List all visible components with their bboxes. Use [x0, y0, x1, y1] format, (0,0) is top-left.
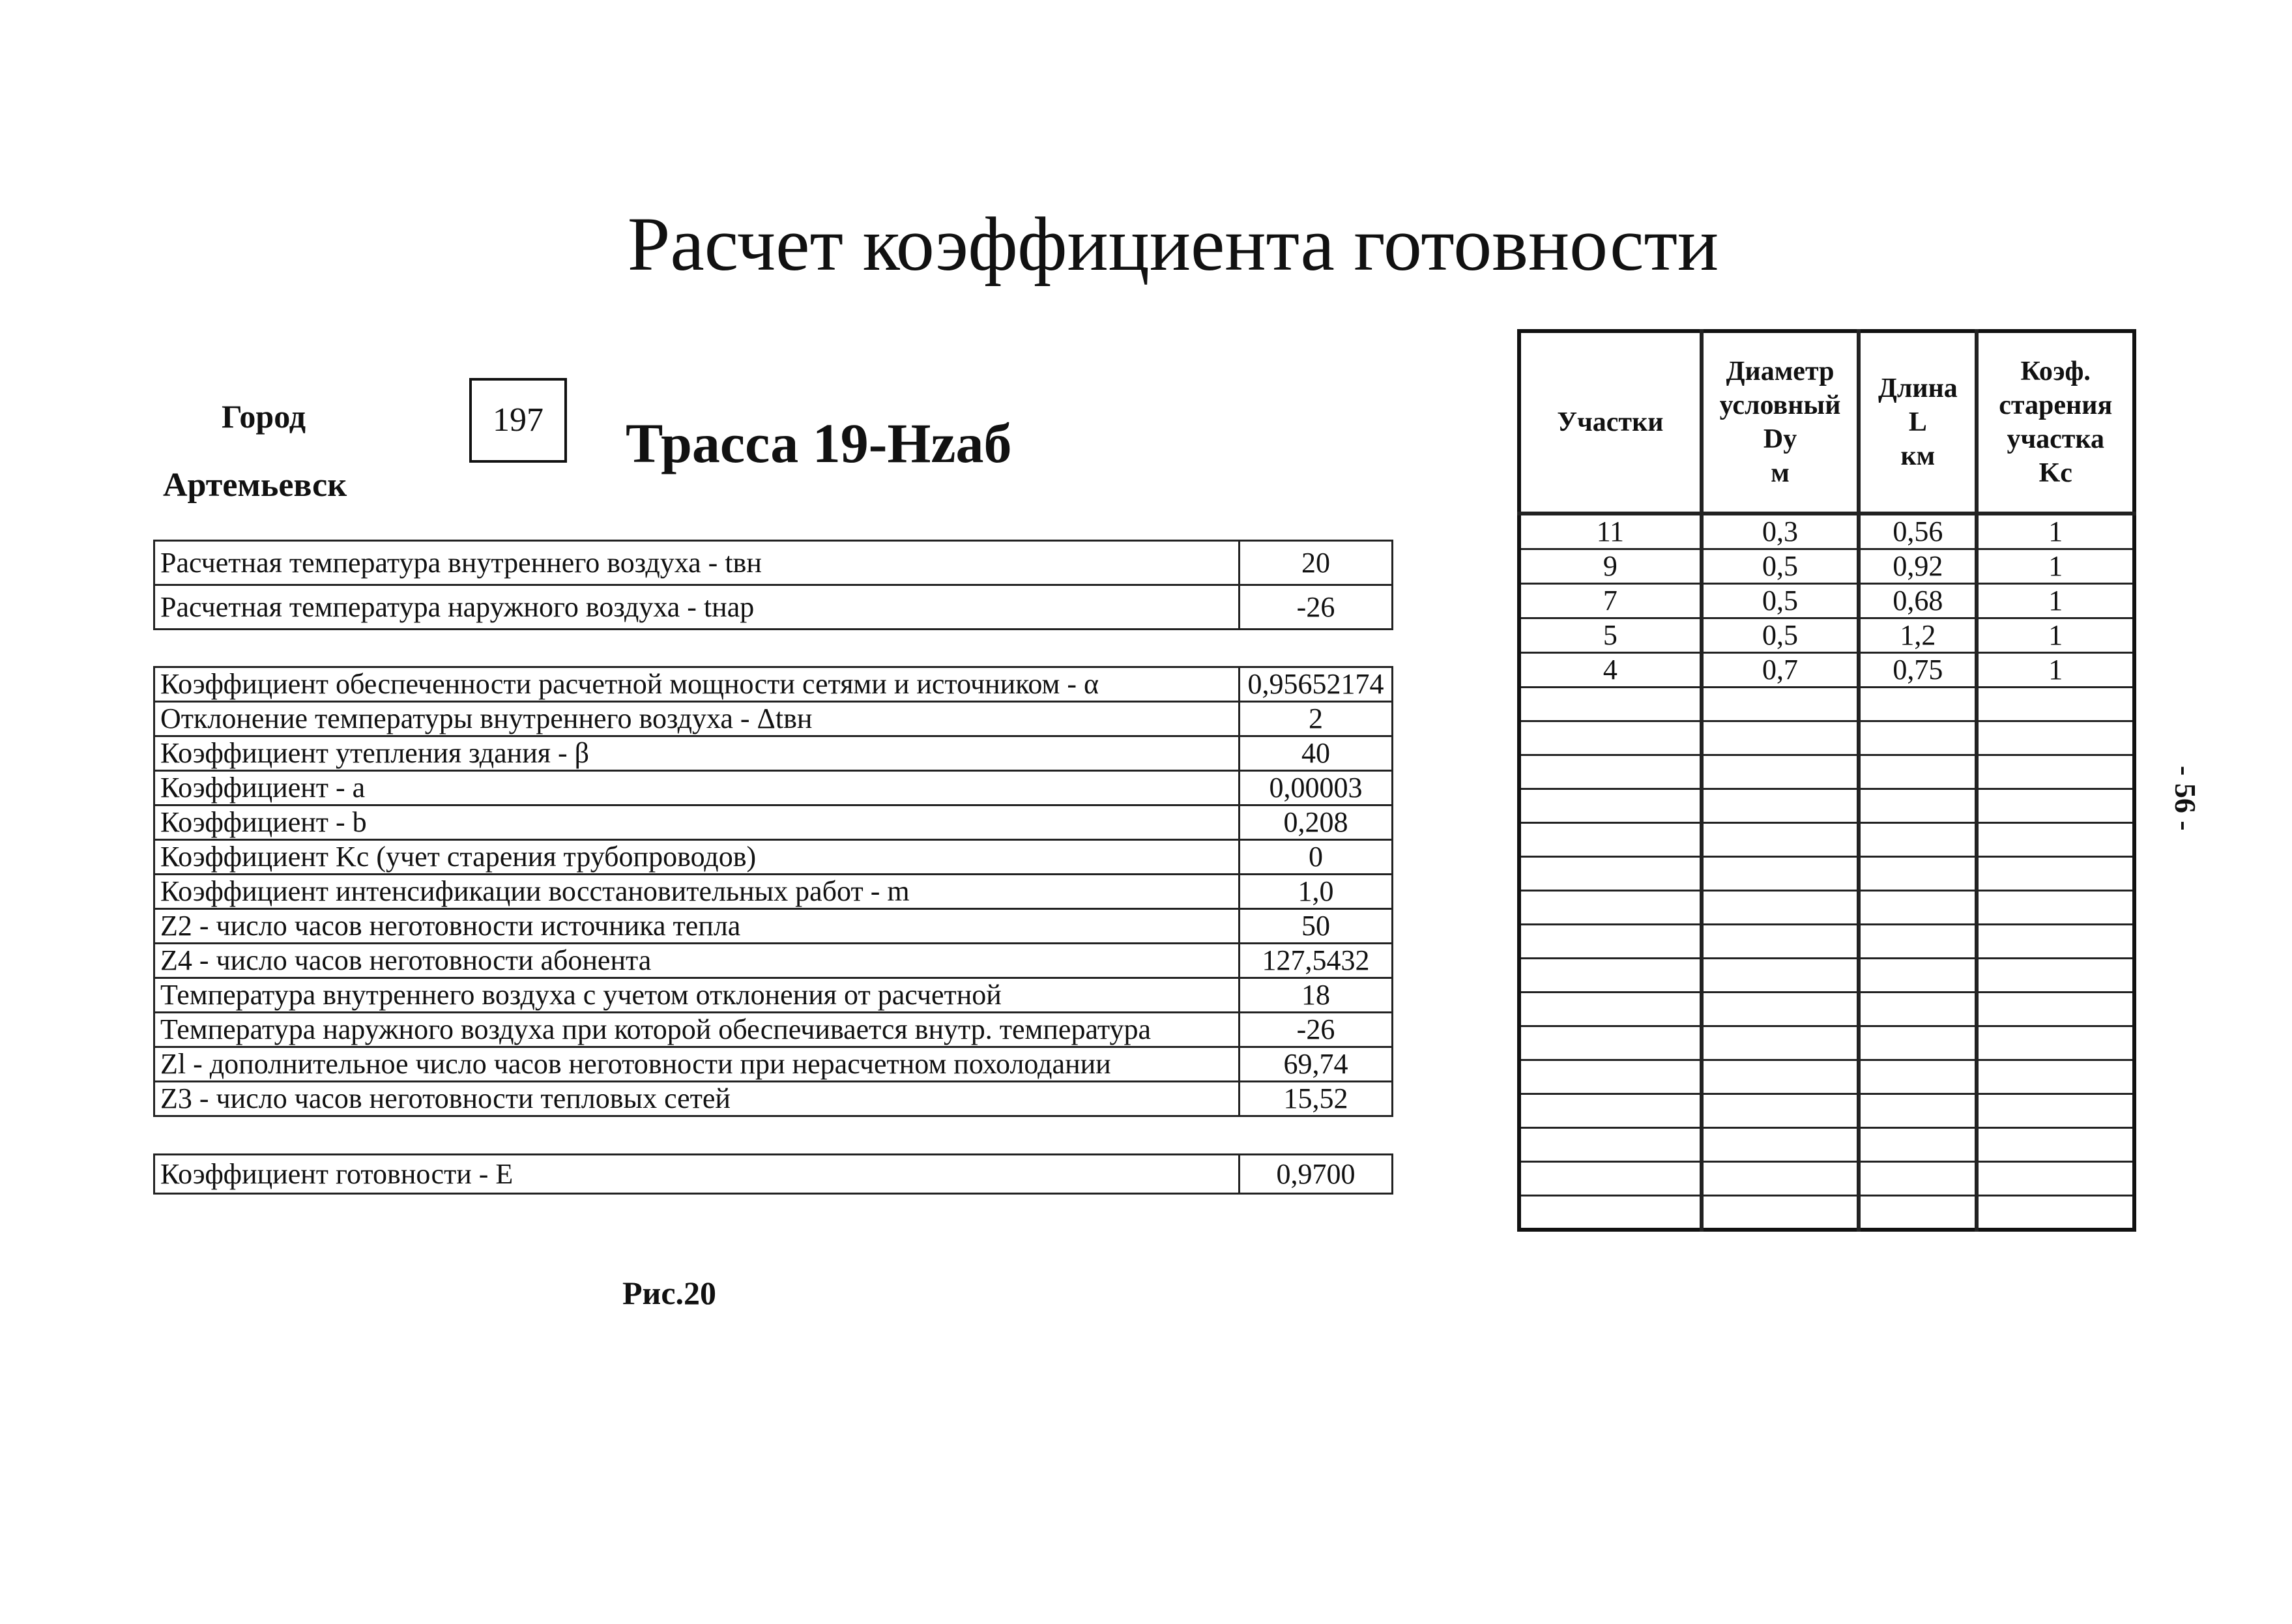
length-cell — [1859, 857, 1977, 891]
city-name: Артемьевск — [163, 467, 347, 504]
coefficient-row-label: Z3 - число часов неготовности тепловых сетей — [154, 1082, 1240, 1116]
section-row — [1519, 755, 2134, 789]
coefficient-row-label: Z4 - число часов неготовности абонента — [154, 944, 1240, 978]
aging-coef-cell — [1977, 1026, 2134, 1060]
length-cell — [1859, 789, 1977, 823]
diameter-cell — [1702, 959, 1859, 993]
section-cell: 5 — [1519, 618, 1702, 653]
coefficient-row — [154, 909, 1393, 944]
diameter-cell: 0,5 — [1702, 584, 1859, 618]
aging-coef-cell — [1977, 993, 2134, 1026]
city-code-box: 197 — [469, 378, 567, 463]
result-row — [154, 1155, 1393, 1194]
length-cell — [1859, 1128, 1977, 1162]
coefficient-row-value: 2 — [1240, 702, 1393, 736]
length-cell: 0,75 — [1859, 653, 1977, 688]
coefficients-table — [153, 666, 1393, 1117]
header-aging-coef — [1977, 331, 2134, 514]
diameter-cell — [1702, 688, 1859, 721]
length-cell: 0,56 — [1859, 514, 1977, 549]
figure-label: Рис.20 — [622, 1275, 717, 1311]
coefficient-row — [154, 667, 1393, 702]
section-cell — [1519, 755, 1702, 789]
aging-coef-cell: 1 — [1977, 653, 2134, 688]
length-cell — [1859, 688, 1977, 721]
section-cell — [1519, 1196, 1702, 1230]
section-row — [1519, 514, 2134, 549]
coefficient-row — [154, 978, 1393, 1013]
section-cell — [1519, 1026, 1702, 1060]
section-row — [1519, 549, 2134, 584]
coefficient-row-label: Коэффициент - b — [154, 805, 1240, 840]
coefficient-row-label: Коэффициент интенсификации восстановительных работ - m — [154, 875, 1240, 909]
header-line: м — [1771, 458, 1790, 488]
aging-coef-cell: 1 — [1977, 549, 2134, 584]
length-cell — [1859, 1026, 1977, 1060]
section-row — [1519, 993, 2134, 1026]
header-line: старения — [1999, 390, 2113, 420]
coefficient-row-value: 0 — [1240, 840, 1393, 875]
section-cell — [1519, 925, 1702, 959]
diameter-cell: 0,3 — [1702, 514, 1859, 549]
page-title: Расчет коэффициента готовности — [627, 201, 1719, 287]
section-cell — [1519, 891, 1702, 925]
header-line: Kc — [2038, 458, 2072, 488]
param-row-value: -26 — [1240, 585, 1393, 630]
header-line: Участки — [1557, 407, 1664, 437]
coefficient-row-value: 18 — [1240, 978, 1393, 1013]
coefficient-row-label: Температура наружного воздуха при которой обеспечивается внутр. температура — [154, 1013, 1240, 1047]
diameter-cell — [1702, 857, 1859, 891]
coefficient-row — [154, 805, 1393, 840]
coefficient-row-value: 0,95652174 — [1240, 667, 1393, 702]
diameter-cell: 0,5 — [1702, 549, 1859, 584]
coefficient-row — [154, 1047, 1393, 1082]
section-row — [1519, 1094, 2134, 1128]
section-row — [1519, 1162, 2134, 1196]
param-row-value: 20 — [1240, 541, 1393, 585]
coefficient-row-value: 127,5432 — [1240, 944, 1393, 978]
coefficient-row — [154, 736, 1393, 771]
diameter-cell — [1702, 993, 1859, 1026]
header-line: Длина — [1878, 373, 1958, 403]
section-cell — [1519, 857, 1702, 891]
coefficient-row — [154, 944, 1393, 978]
section-cell — [1519, 1128, 1702, 1162]
coefficient-row-value: -26 — [1240, 1013, 1393, 1047]
section-row — [1519, 618, 2134, 653]
aging-coef-cell — [1977, 1162, 2134, 1196]
coefficient-row-value: 0,00003 — [1240, 771, 1393, 805]
aging-coef-cell — [1977, 857, 2134, 891]
section-cell — [1519, 1094, 1702, 1128]
aging-coef-cell — [1977, 925, 2134, 959]
section-row — [1519, 653, 2134, 688]
length-cell: 0,68 — [1859, 584, 1977, 618]
diameter-cell — [1702, 891, 1859, 925]
aging-coef-cell — [1977, 789, 2134, 823]
coefficient-row — [154, 771, 1393, 805]
param-row — [154, 541, 1393, 585]
section-cell — [1519, 1162, 1702, 1196]
section-row — [1519, 1026, 2134, 1060]
page-number: - 56 - — [2169, 766, 2202, 831]
coefficient-row-value: 0,208 — [1240, 805, 1393, 840]
header-line: км — [1900, 441, 1936, 471]
aging-coef-cell — [1977, 755, 2134, 789]
aging-coef-cell — [1977, 1094, 2134, 1128]
coefficient-row-value: 1,0 — [1240, 875, 1393, 909]
length-cell: 1,2 — [1859, 618, 1977, 653]
diameter-cell — [1702, 1162, 1859, 1196]
coefficient-row-label: Температура внутреннего воздуха с учетом отклонения от расчетной — [154, 978, 1240, 1013]
coefficient-row — [154, 702, 1393, 736]
section-row — [1519, 891, 2134, 925]
coefficient-row-label: Коэффициент - a — [154, 771, 1240, 805]
header-length — [1859, 331, 1977, 514]
aging-coef-cell: 1 — [1977, 618, 2134, 653]
section-row — [1519, 688, 2134, 721]
section-cell — [1519, 959, 1702, 993]
diameter-cell: 0,5 — [1702, 618, 1859, 653]
section-row — [1519, 925, 2134, 959]
header-line: участка — [2007, 424, 2104, 454]
length-cell — [1859, 823, 1977, 857]
section-cell: 4 — [1519, 653, 1702, 688]
section-cell — [1519, 721, 1702, 755]
section-row — [1519, 1128, 2134, 1162]
section-cell: 9 — [1519, 549, 1702, 584]
section-cell — [1519, 823, 1702, 857]
coefficient-row-label: Отклонение температуры внутреннего воздуха - Δtвн — [154, 702, 1240, 736]
header-line: условный — [1719, 390, 1841, 420]
diameter-cell — [1702, 1128, 1859, 1162]
aging-coef-cell — [1977, 891, 2134, 925]
section-cell: 11 — [1519, 514, 1702, 549]
coefficient-row-label: Коэффициент Kc (учет старения трубопроводов) — [154, 840, 1240, 875]
section-row — [1519, 1060, 2134, 1094]
coefficient-row-label: Z2 - число часов неготовности источника тепла — [154, 909, 1240, 944]
coefficient-row-value: 15,52 — [1240, 1082, 1393, 1116]
section-row — [1519, 959, 2134, 993]
diameter-cell — [1702, 1094, 1859, 1128]
coefficient-row — [154, 1013, 1393, 1047]
section-row — [1519, 789, 2134, 823]
param-row-label: Расчетная температура наружного воздуха - tнар — [154, 585, 1240, 630]
length-cell — [1859, 1060, 1977, 1094]
section-cell — [1519, 688, 1702, 721]
section-row — [1519, 1196, 2134, 1230]
length-cell — [1859, 959, 1977, 993]
diameter-cell — [1702, 925, 1859, 959]
aging-coef-cell: 1 — [1977, 514, 2134, 549]
section-row — [1519, 584, 2134, 618]
length-cell — [1859, 1196, 1977, 1230]
diameter-cell — [1702, 721, 1859, 755]
aging-coef-cell — [1977, 1128, 2134, 1162]
diameter-cell: 0,7 — [1702, 653, 1859, 688]
section-cell — [1519, 789, 1702, 823]
result-label: Коэффициент готовности - E — [154, 1155, 1240, 1194]
coefficient-row-label: Коэффициент обеспеченности расчетной мощности сетями и источником - α — [154, 667, 1240, 702]
aging-coef-cell — [1977, 1196, 2134, 1230]
coefficient-row — [154, 1082, 1393, 1116]
aging-coef-cell — [1977, 688, 2134, 721]
diameter-cell — [1702, 1026, 1859, 1060]
section-row — [1519, 857, 2134, 891]
length-cell — [1859, 1162, 1977, 1196]
length-cell — [1859, 755, 1977, 789]
parameters-table — [153, 540, 1393, 630]
result-value: 0,9700 — [1240, 1155, 1393, 1194]
sections-header-row — [1519, 331, 2134, 514]
aging-coef-cell — [1977, 1060, 2134, 1094]
length-cell — [1859, 1094, 1977, 1128]
coefficient-row-value: 40 — [1240, 736, 1393, 771]
section-cell: 7 — [1519, 584, 1702, 618]
header-diameter — [1702, 331, 1859, 514]
coefficient-row-value: 69,74 — [1240, 1047, 1393, 1082]
coefficient-row-value: 50 — [1240, 909, 1393, 944]
section-row — [1519, 721, 2134, 755]
section-cell — [1519, 1060, 1702, 1094]
length-cell — [1859, 891, 1977, 925]
coefficient-row — [154, 840, 1393, 875]
header-line: L — [1908, 407, 1927, 437]
header-line: Диаметр — [1726, 356, 1835, 386]
route-title: Трасса 19-Hzaб — [626, 412, 1012, 474]
header-sections — [1519, 331, 1702, 514]
diameter-cell — [1702, 789, 1859, 823]
sections-table — [1517, 329, 2136, 1232]
param-row — [154, 585, 1393, 630]
aging-coef-cell — [1977, 823, 2134, 857]
section-row — [1519, 823, 2134, 857]
aging-coef-cell — [1977, 959, 2134, 993]
section-cell — [1519, 993, 1702, 1026]
coefficient-row — [154, 875, 1393, 909]
aging-coef-cell — [1977, 721, 2134, 755]
length-cell — [1859, 925, 1977, 959]
coefficient-row-label: Zl - дополнительное число часов неготовности при нерасчетном похолодании — [154, 1047, 1240, 1082]
diameter-cell — [1702, 1196, 1859, 1230]
result-table — [153, 1153, 1393, 1195]
length-cell — [1859, 993, 1977, 1026]
header-line: Коэф. — [2020, 356, 2091, 386]
param-row-label: Расчетная температура внутреннего воздуха - tвн — [154, 541, 1240, 585]
coefficient-row-label: Коэффициент утепления здания - β — [154, 736, 1240, 771]
header-line: Dy — [1763, 424, 1797, 454]
length-cell — [1859, 721, 1977, 755]
diameter-cell — [1702, 1060, 1859, 1094]
aging-coef-cell: 1 — [1977, 584, 2134, 618]
diameter-cell — [1702, 755, 1859, 789]
diameter-cell — [1702, 823, 1859, 857]
city-label: Город — [222, 398, 306, 435]
length-cell: 0,92 — [1859, 549, 1977, 584]
